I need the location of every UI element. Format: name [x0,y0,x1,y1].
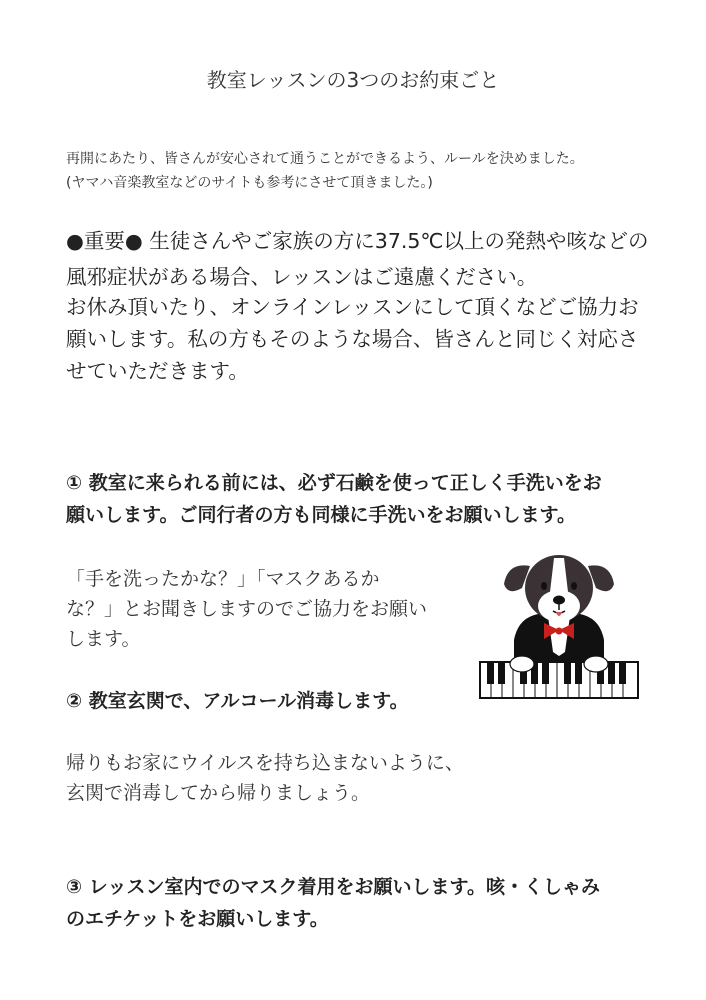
important-line-5: せていただきます。 [66,359,249,383]
important-line-1: ●重要● 生徒さんやご家族の方に37.5℃以上の発熱や咳などの [66,229,649,253]
important-line-3: お休み頂いたり、オンラインレッスンにして頂くなどご協力お [66,295,639,319]
rule1-heading-line-1: ① 教室に来られる前には、必ず石鹸を使って正しく手洗いをお [66,472,602,494]
rule1-heading-line-2: 願いします。ご同行者の方も同様に手洗いをお願いします。 [66,504,576,526]
dog-right-paw [584,656,608,672]
rule3-heading-line-1: ③ レッスン室内でのマスク着用をお願いします。咳・くしゃみ [66,876,600,898]
piano-keyboard [480,662,638,698]
rule2-body-line-1: 帰りもお家にウイルスを持ち込まないように、 [66,752,464,774]
rule1-body-line-2: な？」とお聞きしますのでご協力をお願い [66,598,428,620]
rule2-body-line-2: 玄関で消毒してから帰りましょう。 [66,782,371,804]
important-line-4: 願いします。私の方もそのような場合、皆さんと同じく対応さ [66,327,639,351]
rule1-body-line-3: します。 [66,628,141,650]
rule3-heading-line-2: のエチケットをお願いします。 [66,908,329,930]
intro-line-2: (ヤマハ音楽教室などのサイトも参考にさせて頂きました。) [66,175,433,191]
page-title: 教室レッスンの3つのお約束ごと [206,68,500,92]
dog-left-paw [510,656,534,672]
intro-line-1: 再開にあたり、皆さんが安心されて通うことができるよう、ルールを決めました。 [66,151,584,167]
rule1-body-line-1: 「手を洗ったかな？」「マスクあるか [66,568,380,590]
dog-piano-illustration [478,544,640,702]
important-line-2: 風邪症状がある場合、レッスンはご遠慮ください。 [66,265,538,289]
rule2-heading: ② 教室玄関で、アルコール消毒します。 [66,690,409,712]
